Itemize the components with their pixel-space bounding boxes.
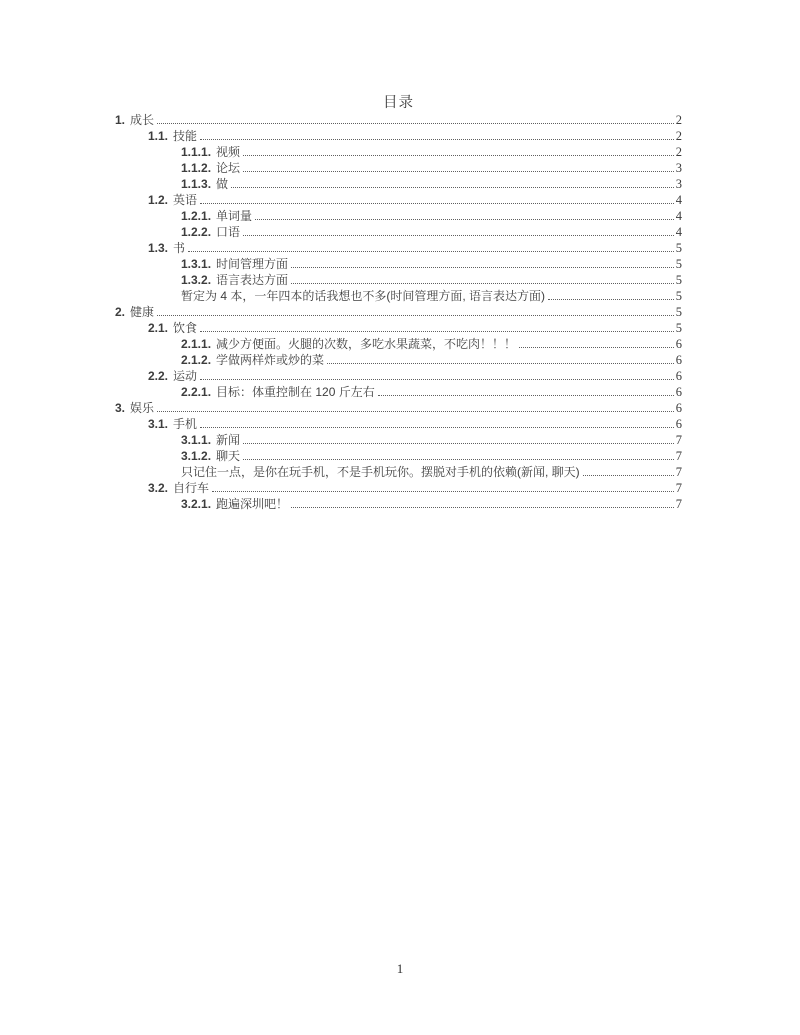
toc-entry[interactable] [115,400,682,416]
toc-entry-page: 5 [675,321,682,335]
dot-leader [157,315,674,316]
dot-leader [291,283,674,284]
dot-leader [243,443,674,444]
toc-entry-label: 论坛 [216,161,241,175]
dot-leader [291,507,674,508]
toc-entry-number: 1.2.1. [181,209,212,223]
toc-entry-page: 4 [675,193,682,207]
toc-entry-label: 时间管理方面 [216,257,289,271]
toc-entry[interactable] [115,240,682,256]
toc-entry-label: 做 [216,177,229,191]
toc-entry[interactable] [115,128,682,144]
toc-entry-page: 3 [675,177,682,191]
toc-title: 目录 [383,95,414,111]
dot-leader [231,187,674,188]
toc-entry-number: 1. [115,113,126,127]
dot-leader [583,475,674,476]
toc-entry-label: 语言表达方面 [216,273,289,287]
toc-entry-page: 7 [675,449,682,463]
toc-entry-label: 跑遍深圳吧！ [216,497,289,511]
dot-leader [200,203,674,204]
dot-leader [548,299,674,300]
dot-leader [157,123,674,124]
dot-leader [200,331,674,332]
toc-entry-page: 6 [675,385,682,399]
toc-entry[interactable] [115,368,682,384]
toc-entry-number: 3.1.1. [181,433,212,447]
toc-entry-page: 7 [675,465,682,479]
toc-entry[interactable] [115,336,682,352]
toc-entry-label: 饮食 [173,321,198,335]
toc-entry[interactable] [115,304,682,320]
toc-entry-page: 7 [675,497,682,511]
toc-entry-number: 3.2. [148,481,169,495]
toc-entry-number: 2.2. [148,369,169,383]
toc-entry-label: 英语 [173,193,198,207]
toc-entry[interactable] [115,224,682,240]
toc-entry[interactable] [115,272,682,288]
toc-entry-page: 7 [675,481,682,495]
dot-leader [243,171,674,172]
toc-entry-number: 3.1.2. [181,449,212,463]
toc-entry-number: 1.1.1. [181,145,212,159]
toc-entry-number: 1.2. [148,193,169,207]
toc-entry-page: 5 [675,305,682,319]
toc-entry-label: 运动 [173,369,198,383]
toc-entry-number: 2. [115,305,126,319]
dot-leader [519,347,674,348]
toc-entry-page: 4 [675,225,682,239]
toc-entry-label: 娱乐 [130,401,155,415]
toc-entry-label: 新闻 [216,433,241,447]
toc-entry[interactable] [115,464,682,480]
dot-leader [243,235,674,236]
toc-entry-page: 4 [675,209,682,223]
toc-entry-label: 只记住一点，是你在玩手机，不是手机玩你。摆脱对手机的依赖(新闻, 聊天) [181,465,580,479]
toc-entry-number: 1.1. [148,129,169,143]
page-number: 1 [396,961,404,976]
toc-entry[interactable] [115,144,682,160]
toc-entry[interactable] [115,192,682,208]
toc-entry-number: 2.1.1. [181,337,212,351]
toc-entry-number: 1.1.2. [181,161,212,175]
toc-entry-page: 3 [675,161,682,175]
toc-entry[interactable] [115,320,682,336]
toc-entry-page: 6 [675,353,682,367]
dot-leader [243,155,674,156]
toc-entry-page: 6 [675,401,682,415]
toc-entry-number: 2.1.2. [181,353,212,367]
toc-entry-page: 7 [675,433,682,447]
toc-entry-page: 6 [675,337,682,351]
toc-entry-label: 单词量 [216,209,253,223]
toc-entry-label: 口语 [216,225,241,239]
toc-entry-label: 技能 [173,129,198,143]
toc-entry-page: 6 [675,417,682,431]
toc-entry-label: 健康 [130,305,155,319]
toc-entry-page: 5 [675,289,682,303]
dot-leader [200,427,674,428]
toc-entry[interactable] [115,432,682,448]
toc-entry-page: 2 [675,145,682,159]
toc-entry-number: 3.2.1. [181,497,212,511]
toc-entry[interactable] [115,256,682,272]
toc-entry-label: 成长 [130,113,155,127]
toc-entry[interactable] [115,416,682,432]
dot-leader [255,219,674,220]
dot-leader [200,379,674,380]
toc-entry-number: 1.3.2. [181,273,212,287]
dot-leader [200,139,674,140]
toc-entry-label: 减少方便面。火腿的次数，多吃水果蔬菜，不吃肉！！！ [216,337,517,351]
toc-entry[interactable] [115,496,682,512]
toc-entry[interactable] [115,352,682,368]
toc-entry-number: 2.1. [148,321,169,335]
toc-entry-number: 3. [115,401,126,415]
toc-entry[interactable] [115,208,682,224]
toc-entry-page: 2 [675,113,682,127]
toc-entry-number: 1.3. [148,241,169,255]
toc-entry[interactable] [115,160,682,176]
toc-list [115,112,682,512]
toc-entry-page: 5 [675,241,682,255]
dot-leader [243,459,674,460]
dot-leader [188,251,674,252]
toc-entry-number: 2.2.1. [181,385,212,399]
toc-entry[interactable] [115,448,682,464]
toc-entry-number: 1.1.3. [181,177,212,191]
toc-entry-number: 1.2.2. [181,225,212,239]
dot-leader [212,491,674,492]
toc-entry-number: 3.1. [148,417,169,431]
toc-entry-page: 2 [675,129,682,143]
toc-entry[interactable] [115,384,682,400]
toc-entry-page: 6 [675,369,682,383]
toc-entry-label: 视频 [216,145,241,159]
dot-leader [157,411,674,412]
dot-leader [327,363,674,364]
toc-entry-label: 学做两样炸或炒的菜 [216,353,325,367]
toc-entry-label: 手机 [173,417,198,431]
toc-entry[interactable] [115,176,682,192]
toc-entry[interactable] [115,288,682,304]
toc-entry-label: 自行车 [173,481,210,495]
dot-leader [378,395,674,396]
toc-entry-page: 5 [675,257,682,271]
toc-entry-label: 书 [173,241,186,255]
toc-entry-label: 目标：体重控制在 120 斤左右 [216,385,375,399]
toc-entry-number: 1.3.1. [181,257,212,271]
dot-leader [291,267,674,268]
toc-entry-page: 5 [675,273,682,287]
toc-entry[interactable] [115,112,682,128]
toc-entry-label: 聊天 [216,449,241,463]
toc-entry[interactable] [115,480,682,496]
toc-entry-label: 暂定为 4 本，一年四本的话我想也不多(时间管理方面, 语言表达方面) [181,289,546,303]
